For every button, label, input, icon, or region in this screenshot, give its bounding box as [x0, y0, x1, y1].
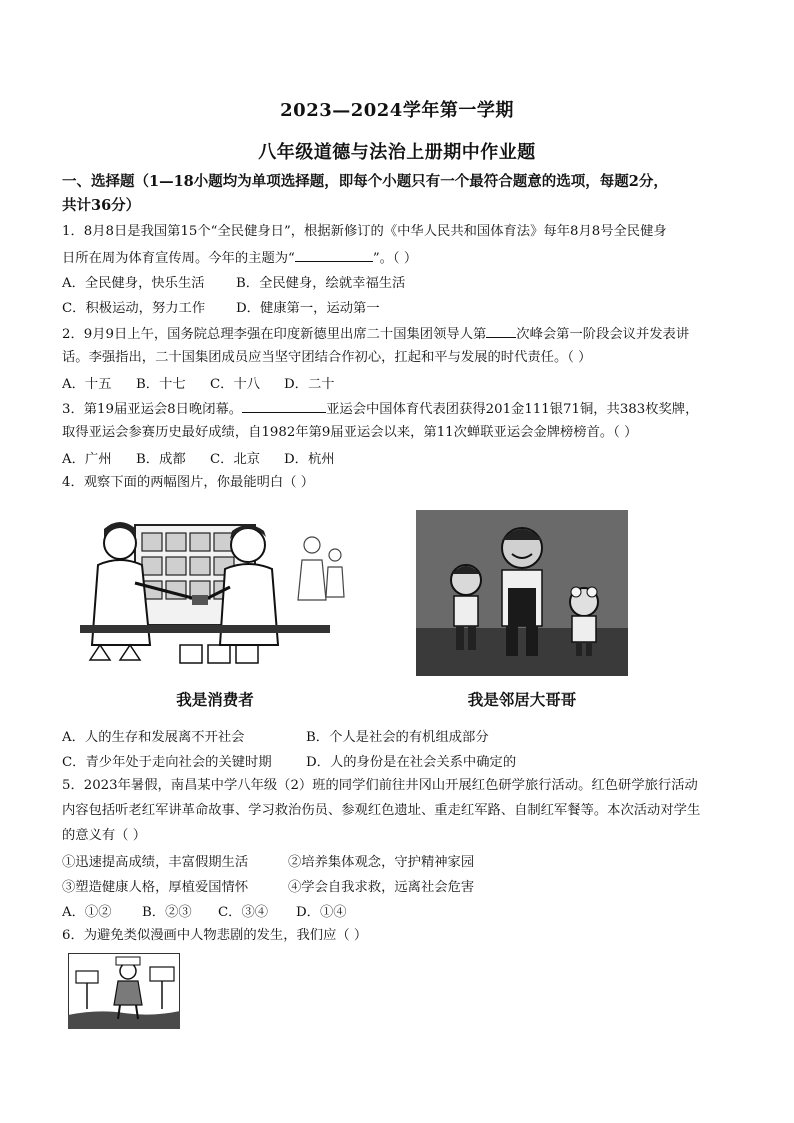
q5-statement-4: ④学会自我求救，远离社会危害	[288, 880, 475, 895]
q5-stem-cont: 内容包括听老红军讲革命故事、学习救治伤员、参观红色遗址、重走红军路、自制红军餐等。本次活动对学生	[62, 803, 701, 818]
q3-answer-blank	[242, 398, 326, 413]
q1-stem: 1．8月8日是我国第15个“全民健身日”，根据新修订的《中华人民共和国体育法》每年8月8号全民健身	[62, 224, 667, 239]
q4-option-d: D．人的身份是在社会关系中确定的	[306, 755, 517, 770]
q3-option-a: A．广州	[62, 452, 112, 467]
q2-text-b: 次峰会第一阶段会议并发表讲	[516, 327, 690, 342]
q2-option-d: D．二十	[284, 377, 335, 392]
q3-option-b: B．成都	[136, 452, 186, 467]
exam-subtitle: 八年级道德与法治上册期中作业题	[258, 142, 536, 163]
q4-option-b: B．个人是社会的有机组成部分	[306, 730, 489, 745]
q5-stem: 5．2023年暑假，南昌某中学八年级（2）班的同学们前往井冈山开展红色研学旅行活动。红色研学旅行活动	[62, 778, 698, 793]
q2-stem-cont: 话。李强指出，二十国集团成员应当坚守团结合作初心，扛起和平与发展的时代责任。（ ）	[62, 350, 592, 365]
exam-title: 2023—2024学年第一学期	[280, 100, 514, 121]
section-heading: 一、选择题（1—18小题均为单项选择题，即每个小题只有一个最符合题意的选项，每题2分，	[62, 173, 668, 190]
q5-option-c: C．③④	[218, 905, 269, 920]
q1-option-a: A．全民健身，快乐生活	[62, 276, 205, 291]
q5-option-a: A．①②	[62, 905, 112, 920]
q4-option-a: A．人的生存和发展离不开社会	[62, 730, 245, 745]
q1-text-a: 日所在周为体育宣传周。今年的主题为“	[62, 251, 295, 266]
q1-answer-blank	[295, 247, 373, 262]
q2-stem	[62, 323, 742, 345]
q1-option-c: C．积极运动，努力工作	[62, 301, 206, 316]
q5-statement-2: ②培养集体观念，守护精神家园	[288, 855, 475, 870]
q5-statement-3: ③塑造健康人格，厚植爱国情怀	[62, 880, 249, 895]
q1-option-d: D．健康第一，运动第一	[236, 301, 380, 316]
section-heading-cont: 共计36分）	[62, 197, 141, 214]
q3-option-c: C．北京	[210, 452, 261, 467]
q5-stem-end: 的意义有（ ）	[62, 828, 147, 843]
neighbor-caption: 我是邻居大哥哥	[467, 691, 577, 709]
q1-option-b: B．全民健身，绘就幸福生活	[236, 276, 406, 291]
consumer-illustration	[80, 505, 350, 677]
q2-option-b: B．十七	[136, 377, 186, 392]
q4-stem: 4．观察下面的两幅图片，你最能明白（ ）	[62, 475, 315, 490]
q2-option-a: A．十五	[62, 377, 112, 392]
q5-statement-1: ①迅速提高成绩，丰富假期生活	[62, 855, 249, 870]
q3-stem	[62, 398, 742, 420]
q3-stem-cont: 取得亚运会参赛历史最好成绩，自1982年第9届亚运会以来，第11次蝉联亚运会金牌榜榜首。（ ）	[62, 425, 638, 440]
q2-answer-blank	[486, 323, 516, 338]
q2-text-a: 2．9月9日上午，国务院总理李强在印度新德里出席二十国集团领导人第	[62, 327, 487, 342]
q1-stem-cont	[62, 247, 742, 269]
q4-option-c: C．青少年处于走向社会的关键时期	[62, 755, 272, 770]
q5-option-b: B．②③	[142, 905, 192, 920]
q2-option-c: C．十八	[210, 377, 261, 392]
q1-text-b: ”。（ ）	[372, 251, 418, 266]
q3-text-b: 亚运会中国体育代表团获得201金111银71铜，共383枚奖牌，	[326, 402, 699, 417]
q6-stem: 6．为避免类似漫画中人物悲剧的发生，我们应（ ）	[62, 928, 368, 943]
cartoon-illustration	[68, 953, 180, 1029]
neighbor-illustration	[416, 510, 628, 676]
consumer-caption: 我是消费者	[176, 691, 254, 709]
q3-option-d: D．杭州	[284, 452, 335, 467]
q3-text-a: 3．第19届亚运会8日晚闭幕。	[62, 402, 243, 417]
q5-option-d: D．①④	[296, 905, 347, 920]
